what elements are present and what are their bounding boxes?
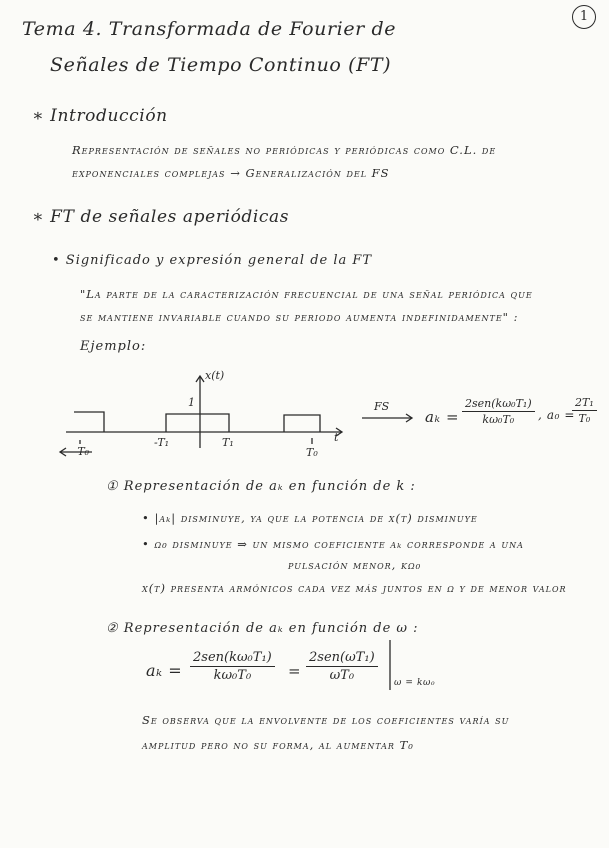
point1-heading: ① Representación de aₖ en función de k : [106,479,416,494]
y-axis-label: x(t) [205,369,225,382]
intro-line-1: Representación de señales no periódicas y periódicas como C.L. de [72,143,497,157]
a0-numerator: 2T₁ [572,396,597,411]
title-line-2: Señales de Tiempo Continuo (FT) [50,54,392,76]
point1-bullet-1: • |aₖ| disminuye, ya que la potencia de x(t) disminuye [142,511,478,525]
a0-lhs: , a₀ = [538,408,576,422]
intro-line-2: exponenciales complejas → Generalización del FS [72,166,390,180]
point2-conclusion-1: Se observa que la envolvente de los coeficientes varía su [142,713,510,727]
point1-conclusion: x(t) presenta armónicos cada vez más juntos en ω y de menor valor [142,581,567,595]
amplitude-label: 1 [188,396,195,409]
point2-f2-numerator: 2sen(ωT₁) [306,650,378,667]
ak-denominator: kω₀T₀ [482,413,515,426]
label-T1: T₁ [222,436,234,449]
point2-equals: = [288,662,302,680]
point1-bullet-2b: pulsación menor, kω₀ [288,558,422,572]
page-number: 1 [572,5,596,29]
ak-numerator: 2sen(kω₀T₁) [462,397,535,412]
label-t: t [334,431,339,444]
intro-heading: ∗ Introducción [32,106,168,126]
ak-lhs: aₖ = [425,408,460,426]
section-heading: ∗ FT de señales aperiódicas [32,207,290,227]
point2-f2-denominator: ωT₀ [329,668,355,683]
label-neg-T0: -T₀ [74,445,90,458]
point2-substitution: ω = kω₀ [394,678,436,688]
point1-bullet-2a: • ω₀ disminuye ⇒ un mismo coeficiente aₖ corresponde a una [142,537,524,551]
a0-denominator: T₀ [578,412,591,425]
point2-conclusion-2: amplitud pero no su forma, al aumentar T₀ [142,738,414,752]
label-T0: T₀ [306,446,318,459]
title-line-1: Tema 4. Transformada de Fourier de [22,18,397,40]
label-neg-T1: -T₁ [154,436,170,449]
fs-arrow-label: FS [374,400,390,413]
point2-f1-numerator: 2sen(kω₀T₁) [190,650,275,667]
point2-lhs: aₖ = [146,661,183,680]
section-bullet: • Significado y expresión general de la FT [52,253,373,268]
point2-f1-denominator: kω₀T₀ [213,668,252,683]
quote-line-2: se mantiene invariable cuando su periodo aumenta indefinidamente" : [80,310,519,324]
quote-line-1: "La parte de la caracterización frecuencial de una señal periódica que [80,287,533,301]
example-label: Ejemplo: [80,339,147,354]
point2-heading: ② Representación de aₖ en función de ω : [106,621,419,636]
